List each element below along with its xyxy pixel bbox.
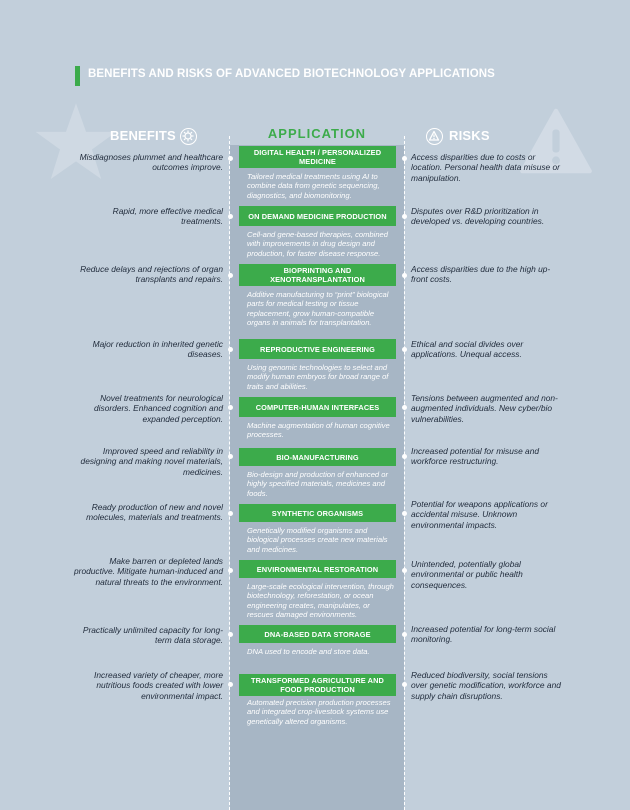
warning-small-icon xyxy=(426,128,443,145)
connector-dot xyxy=(402,405,407,410)
application-label: SYNTHETIC ORGANISMS xyxy=(239,504,396,522)
gear-icon xyxy=(180,128,197,145)
connector-dot xyxy=(228,156,233,161)
risk-text: Potential for weapons applications or accidental misuse. Unknown environmental impacts. xyxy=(411,499,548,530)
connector-dot xyxy=(402,156,407,161)
risk-text: Reduced biodiversity, social tensions over genetic modification, workforce and supply chain disruptions. xyxy=(411,670,561,701)
title-accent-bar xyxy=(75,66,80,86)
application-description: Cell-and gene-based therapies, combined with improvements in drug design and production, for faster disease response. xyxy=(247,230,388,258)
risk-text: Ethical and social divides over applications. Unequal access. xyxy=(411,339,524,360)
application-label: DNA-BASED DATA STORAGE xyxy=(239,625,396,643)
benefits-heading: BENEFITS xyxy=(110,128,176,143)
risk-text: Increased potential for misuse and workforce restructuring. xyxy=(411,446,540,467)
application-label: DIGITAL HEALTH / PERSONALIZED MEDICINE xyxy=(239,146,396,168)
application-label: BIO-MANUFACTURING xyxy=(239,448,396,466)
application-label: ENVIRONMENTAL RESTORATION xyxy=(239,560,396,578)
connector-dot xyxy=(228,273,233,278)
risk-text: Access disparities due to costs or location. Personal health data misuse or manipulation. xyxy=(411,152,560,183)
connector-dot xyxy=(402,273,407,278)
risks-divider-line xyxy=(404,136,405,810)
connector-dot xyxy=(228,511,233,516)
benefit-text: Improved speed and reliability in designing and making novel materials, medicines. xyxy=(80,446,223,477)
application-description: Large-scale ecological intervention, through biotechnology, reforestation, or ocean engineering creates, manipulates, or rescues damaged environments. xyxy=(247,582,394,619)
connector-dot xyxy=(228,682,233,687)
benefits-divider-line xyxy=(229,136,230,810)
application-description: Additive manufacturing to “print” biological parts for medical testing or tissue replacement, grow human-compatible organs in animals for transplantation. xyxy=(247,290,389,327)
connector-dot xyxy=(228,214,233,219)
benefit-text: Practically unlimited capacity for long-term data storage. xyxy=(82,625,223,646)
risks-heading: RISKS xyxy=(449,128,490,143)
application-label: REPRODUCTIVE ENGINEERING xyxy=(239,339,396,359)
risk-text: Unintended, potentially global environmental or public health consequences. xyxy=(411,559,523,590)
connector-dot xyxy=(402,682,407,687)
benefit-text: Make barren or depleted lands productive. Mitigate human-induced and natural threats to the environment. xyxy=(74,556,223,587)
connector-dot xyxy=(402,347,407,352)
connector-dot xyxy=(228,454,233,459)
application-label: TRANSFORMED AGRICULTURE AND FOOD PRODUCTION xyxy=(239,674,396,696)
connector-dot xyxy=(402,632,407,637)
connector-dot xyxy=(402,214,407,219)
benefit-text: Misdiagnoses plummet and healthcare outcomes improve. xyxy=(79,152,223,173)
application-description: Bio-design and production of enhanced or highly specified materials, medicines and foods. xyxy=(247,470,389,498)
risk-text: Disputes over R&D prioritization in developed vs. developing countries. xyxy=(411,206,545,227)
application-label: ON DEMAND MEDICINE PRODUCTION xyxy=(239,206,396,226)
connector-dot xyxy=(402,454,407,459)
benefit-text: Increased variety of cheaper, more nutritious foods created with lower environmental impact. xyxy=(94,670,223,701)
risk-text: Access disparities due to the high up-front costs. xyxy=(411,264,551,285)
application-description: Machine augmentation of human cognitive processes. xyxy=(247,421,390,440)
connector-dot xyxy=(228,405,233,410)
application-description: DNA used to encode and store data. xyxy=(247,647,370,656)
risk-text: Increased potential for long-term social monitoring. xyxy=(411,624,556,645)
benefit-text: Novel treatments for neurological disorders. Enhanced cognition and expanded perception. xyxy=(94,393,223,424)
application-description: Genetically modified organisms and biological processes create new materials and medicines. xyxy=(247,526,388,554)
application-heading: APPLICATION xyxy=(267,126,367,141)
risk-text: Tensions between augmented and non-augmented individuals. New cyber/bio vulnerabilities. xyxy=(411,393,558,424)
connector-dot xyxy=(228,347,233,352)
benefit-text: Reduce delays and rejections of organ transplants and repairs. xyxy=(80,264,223,285)
benefit-text: Rapid, more effective medical treatments. xyxy=(112,206,223,227)
connector-dot xyxy=(228,568,233,573)
application-label: COMPUTER-HUMAN INTERFACES xyxy=(239,397,396,417)
application-description: Tailored medical treatments using AI to combine data from genetic sequencing, diagnostics, and biomonitoring. xyxy=(247,172,380,200)
connector-dot xyxy=(402,568,407,573)
connector-dot xyxy=(228,632,233,637)
benefit-text: Ready production of new and novel molecules, materials and treatments. xyxy=(86,502,223,523)
application-label: BIOPRINTING AND XENOTRANSPLANTATION xyxy=(239,264,396,286)
benefit-text: Major reduction in inherited genetic diseases. xyxy=(92,339,223,360)
application-description: Using genomic technologies to select and modify human embryos for broad range of traits and abilities. xyxy=(247,363,389,391)
connector-dot xyxy=(402,511,407,516)
application-description: Automated precision production processes and integrated crop-livestock systems use genetically altered organisms. xyxy=(247,698,391,726)
page-title: BENEFITS AND RISKS OF ADVANCED BIOTECHNOLOGY APPLICATIONS xyxy=(88,68,495,80)
